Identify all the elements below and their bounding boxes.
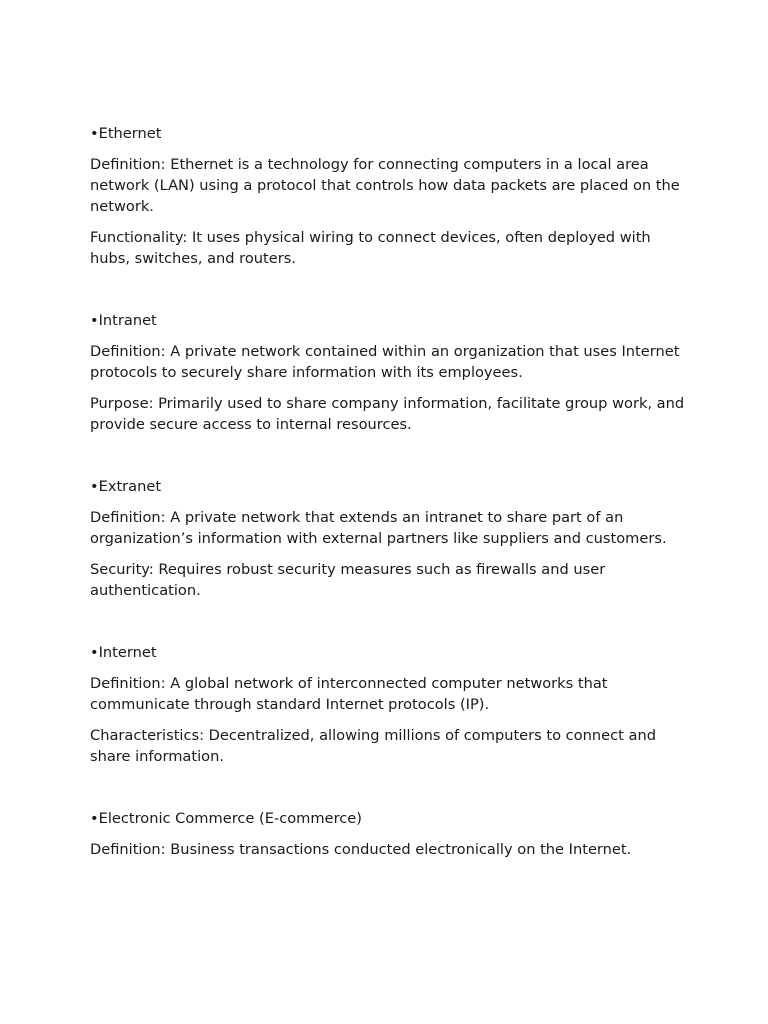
section-internet (90, 642, 690, 767)
definition-paragraph: Definition: Business transactions conducted electronically on the Internet. (90, 841, 632, 858)
definition-paragraph: Definition: A private network that extends an intranet to share part of an organization’s information with external partners like suppliers and customers. (90, 509, 667, 547)
section-heading: •Ethernet (90, 125, 162, 142)
functionality-paragraph: Functionality: It uses physical wiring to connect devices, often deployed with hubs, switches, and routers. (90, 229, 651, 267)
section-ecommerce (90, 808, 690, 860)
section-extranet (90, 476, 690, 601)
section-intranet (90, 310, 690, 435)
definition-paragraph: Definition: A global network of interconnected computer networks that communicate through standard Internet protocols (IP). (90, 675, 608, 713)
purpose-paragraph: Purpose: Primarily used to share company information, facilitate group work, and provide secure access to internal resources. (90, 395, 685, 433)
characteristics-paragraph: Characteristics: Decentralized, allowing millions of computers to connect and share information. (90, 727, 656, 765)
section-heading: •Internet (90, 644, 157, 661)
section-heading: •Intranet (90, 312, 157, 329)
security-paragraph: Security: Requires robust security measures such as firewalls and user authentication. (90, 561, 606, 599)
section-heading: •Extranet (90, 478, 162, 495)
definition-paragraph: Definition: A private network contained within an organization that uses Internet protocols to securely share information with its employees. (90, 343, 680, 381)
section-ethernet (90, 123, 690, 269)
section-heading: •Electronic Commerce (E-commerce) (90, 810, 362, 827)
definition-paragraph: Definition: Ethernet is a technology for connecting computers in a local area network (LAN) using a protocol that controls how data packets are placed on the network. (90, 156, 680, 215)
document-page (90, 123, 690, 901)
